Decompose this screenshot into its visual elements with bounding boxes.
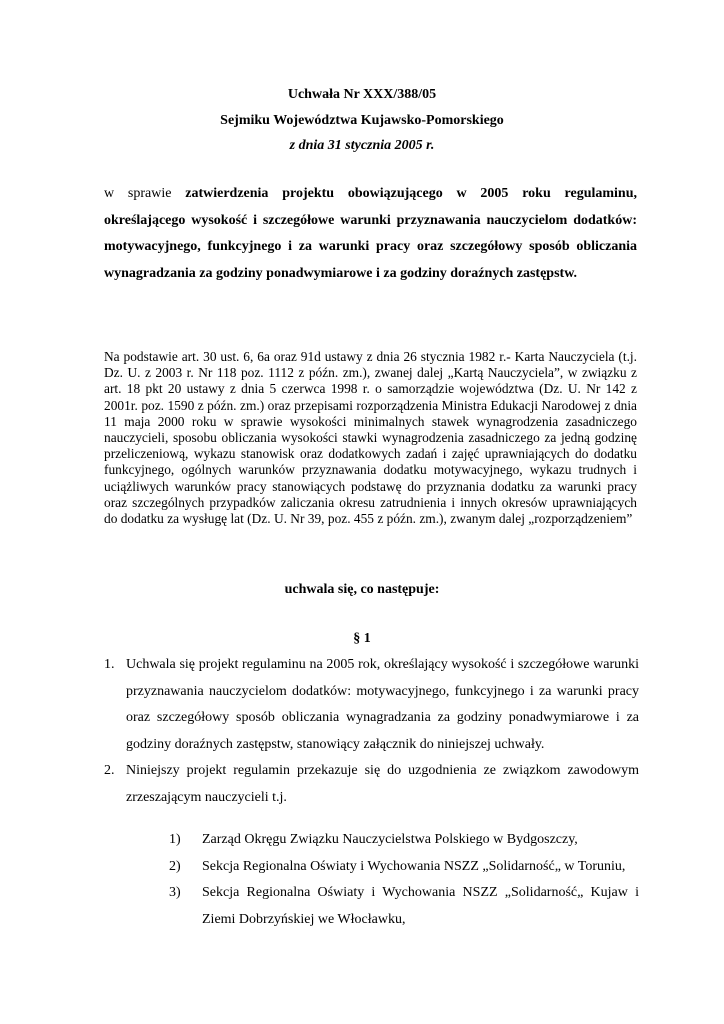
sub-list-item-text: Sekcja Regionalna Oświaty i Wychowania NSZZ „Solidarność„ w Toruniu, xyxy=(202,858,626,874)
legal-basis-text: Na podstawie art. 30 ust. 6, 6a oraz 91d ustawy z dnia 26 stycznia 1982 r.- Karta Nauczyciela (t.j. Dz. U. z 2003 r. Nr 118 poz. 1112 z późn. zm.), zwanej dalej „Kartą Nauczyciela”, w związku z art. 18 pkt 20 ustawy z dnia 5 czerwca 1998 r. o samorządzie województwa (Dz. U. Nr 142 z 2001r. poz. 1590 z późn. zm.) oraz przepisami rozporządzenia Ministra Edukacji Narodowej z dnia 11 maja 2000 roku w sprawie wysokości minimalnych stawek wynagrodzenia zasadniczego nauczycieli, sposobu obliczania wysokości stawki wynagrodzenia zasadniczego za jedną godzinę przeliczeniową, wykazu stanowisk oraz dodatkowych zadań i zajęć uprawniających do dodatku funkcyjnego, ogólnych warunków przyznawania dodatku motywacyjnego, wykazu trudnych i uciążliwych warunków pracy stanowiących podstawę do przyznania dodatku za warunki pracy oraz szczególnych przypadków zaliczania okresu zatrudnienia i innych okresów uprawniających do dodatku za wysługę lat (Dz. U. Nr 39, poz. 455 z późn. zm.), zwanym dalej „rozporządzeniem” xyxy=(104,349,637,527)
subject-prefix: w sprawie xyxy=(104,186,186,201)
sub-list-item xyxy=(169,854,639,881)
resolution-date: z dnia 31 stycznia 2005 r. xyxy=(289,138,435,153)
list-item-text: Uchwala się projekt regulaminu na 2005 rok, określający wysokość i szczegółowe warunki przyznawania nauczycielom dodatków: motywacyjnego, funkcyjnego i za warunki pracy oraz szczegółowy sposób obliczania wynagradzania za godziny ponadwymiarowe i za godziny doraźnych zastępstw, stanowiący załącznik do niniejszej uchwały. xyxy=(126,657,639,752)
sub-list-item-text: Sekcja Regionalna Oświaty i Wychowania NSZZ „Solidarność„ Kujaw i Ziemi Dobrzyńskiej we Włocławku, xyxy=(202,885,639,927)
list-item xyxy=(104,652,639,758)
sub-list-item xyxy=(169,880,639,933)
subject-text: zatwierdzenia projektu obowiązującego w 2005 roku regulaminu, określającego wysokość i szczegółowe warunki przyznawania nauczycielom dodatków: motywacyjnego, funkcyjnego i za warunki pracy oraz szczegółowy sposób obliczania wynagradzania za godziny ponadwymiarowe i za godziny doraźnych zastępstw. xyxy=(104,186,638,281)
sub-list-item-text: Zarząd Okręgu Związku Nauczycielstwa Polskiego w Bydgoszczy, xyxy=(202,832,578,847)
list-item xyxy=(104,758,639,811)
list-item-number: 1. xyxy=(104,657,115,672)
legal-basis xyxy=(104,349,637,527)
section-mark: § 1 xyxy=(353,631,371,646)
sub-list-item-number: 2) xyxy=(169,858,181,874)
resolution-subject xyxy=(104,181,637,287)
sub-list xyxy=(169,827,639,933)
list-item-number: 2. xyxy=(104,763,115,778)
resolution-authority: Sejmiku Województwa Kujawsko-Pomorskiego xyxy=(220,113,504,128)
resolution-title: Uchwała Nr XXX/388/05 xyxy=(287,87,437,102)
list-item-text: Niniejszy projekt regulamin przekazuje się do uzgodnienia ze związkom zawodowym zrzeszającym nauczycieli t.j. xyxy=(126,763,639,805)
sub-list-item xyxy=(169,827,639,854)
sub-list-item-number: 1) xyxy=(169,832,181,847)
ordered-list xyxy=(104,652,639,811)
resolves-line: uchwala się, co następuje: xyxy=(284,582,440,597)
sub-list-item-number: 3) xyxy=(169,885,181,900)
